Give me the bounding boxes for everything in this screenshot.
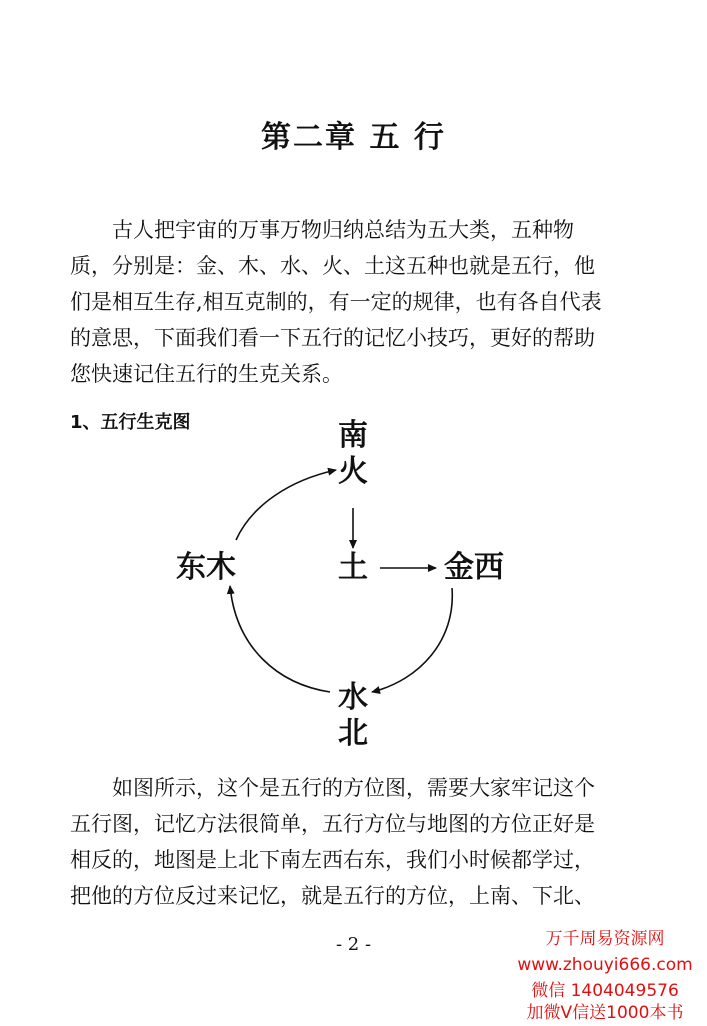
label-north: 北: [338, 716, 368, 751]
label-east-wood: 东木: [176, 550, 236, 585]
arrow-metal-to-water: [372, 588, 452, 692]
arrow-water-to-wood: [230, 586, 330, 692]
body-line-4: 把他的方位反过来记忆，就是五行的方位，上南、下北、: [70, 884, 595, 908]
body-line-1: 如图所示，这个是五行的方位图，需要大家牢记这个: [112, 776, 595, 800]
body-line-2: 五行图，记忆方法很简单，五行方位与地图的方位正好是: [70, 812, 595, 836]
intro-line-4: 的意思，下面我们看一下五行的记忆小技巧，更好的帮助: [70, 326, 595, 350]
label-water: 水: [338, 680, 368, 715]
label-south: 南: [338, 418, 368, 453]
intro-line-1: 古人把宇宙的万事万物归纳总结为五大类，五种物: [112, 218, 574, 242]
label-earth: 土: [338, 550, 368, 585]
arrow-wood-to-fire: [236, 470, 336, 540]
watermark-url: www.zhouyi666.com: [517, 955, 693, 975]
chapter-title: 第二章 五 行: [261, 120, 446, 155]
watermark-offer: 加微V信送1000本书: [526, 1003, 684, 1023]
label-fire: 火: [338, 454, 368, 489]
intro-line-3: 们是相互生存,相互克制的，有一定的规律，也有各自代表: [70, 290, 602, 314]
section-heading: 1、五行生克图: [70, 412, 191, 433]
watermark-line-1: 万千周易资源网: [545, 929, 665, 949]
intro-line-2: 质，分别是：金、木、水、火、土这五种也就是五行，他: [70, 254, 595, 278]
page-number: - 2 -: [335, 934, 372, 955]
body-paragraph: [70, 770, 662, 914]
intro-line-5: 您快速记住五行的生克关系。: [70, 362, 343, 386]
label-metal-west: 金西: [444, 550, 504, 585]
watermark-wechat: 微信 1404049576: [531, 981, 679, 1001]
body-line-3: 相反的，地图是上北下南左西右东，我们小时候都学过，: [70, 848, 595, 872]
